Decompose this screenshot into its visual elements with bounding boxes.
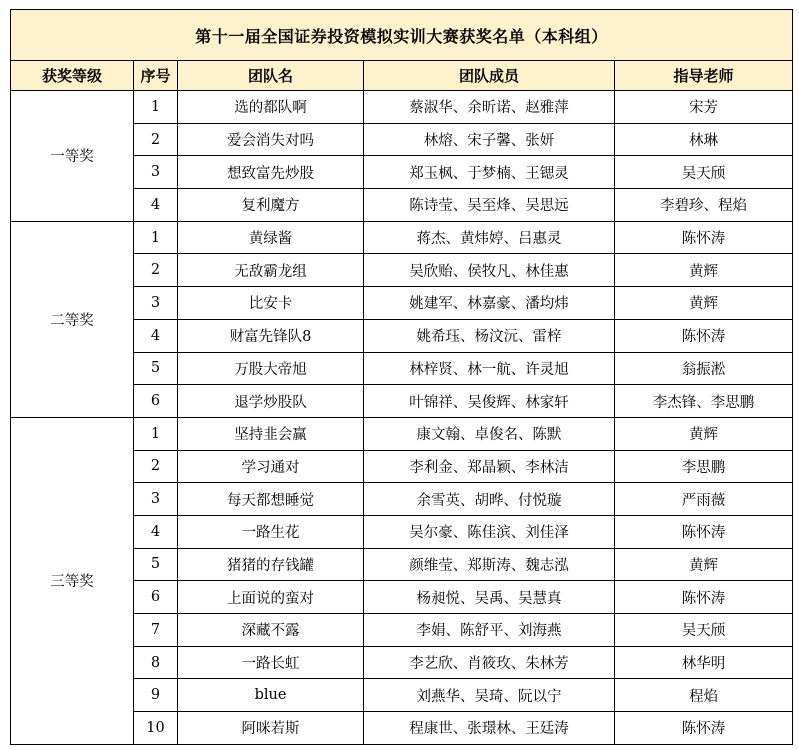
team-name-cell: 想致富先炒股: [178, 156, 364, 189]
team-name-cell: 退学炒股队: [178, 385, 364, 418]
seq-cell: 6: [134, 385, 178, 418]
seq-cell: 10: [134, 712, 178, 745]
team-members-cell: 颜维莹、郑斯涛、魏志泓: [364, 548, 615, 581]
team-members-cell: 杨昶悦、吴禹、吴慧真: [364, 581, 615, 614]
seq-cell: 7: [134, 614, 178, 647]
table-row: [11, 91, 793, 124]
award-level-cell: 二等奖: [11, 221, 134, 417]
seq-cell: 3: [134, 483, 178, 516]
team-name-cell: 无敌霸龙组: [178, 254, 364, 287]
header-row: [11, 61, 793, 91]
team-members-cell: 康文翰、卓俊名、陈默: [364, 417, 615, 450]
team-name-cell: 复利魔方: [178, 189, 364, 222]
table-title: 第十一届全国证券投资模拟实训大赛获奖名单（本科组）: [11, 10, 793, 61]
team-name-cell: blue: [178, 679, 364, 712]
seq-cell: 5: [134, 548, 178, 581]
team-name-cell: 一路长虹: [178, 646, 364, 679]
team-name-cell: 选的都队啊: [178, 91, 364, 124]
seq-cell: 2: [134, 123, 178, 156]
team-name-cell: 学习通对: [178, 450, 364, 483]
team-members-cell: 林梓贤、林一航、许灵旭: [364, 352, 615, 385]
team-name-cell: 深藏不露: [178, 614, 364, 647]
seq-cell: 4: [134, 515, 178, 548]
advisor-cell: 李碧珍、程焰: [615, 189, 793, 222]
advisor-cell: 黄辉: [615, 287, 793, 320]
seq-cell: 6: [134, 581, 178, 614]
advisor-cell: 林华明: [615, 646, 793, 679]
team-name-cell: 比安卡: [178, 287, 364, 320]
advisor-cell: 陈怀涛: [615, 515, 793, 548]
seq-cell: 4: [134, 189, 178, 222]
team-name-cell: 一路生花: [178, 515, 364, 548]
advisor-cell: 李思鹏: [615, 450, 793, 483]
advisor-cell: 陈怀涛: [615, 712, 793, 745]
advisor-cell: 吴天颀: [615, 156, 793, 189]
advisor-cell: 李杰锋、李思鹏: [615, 385, 793, 418]
header-team-name: 团队名: [178, 61, 364, 91]
team-members-cell: 姚希珏、杨汶沅、雷梓: [364, 319, 615, 352]
seq-cell: 5: [134, 352, 178, 385]
seq-cell: 1: [134, 417, 178, 450]
advisor-cell: 林琳: [615, 123, 793, 156]
team-name-cell: 每天都想睡觉: [178, 483, 364, 516]
header-team-members: 团队成员: [364, 61, 615, 91]
team-members-cell: 陈诗莹、吴至烽、吴思远: [364, 189, 615, 222]
team-members-cell: 李娟、陈舒平、刘海燕: [364, 614, 615, 647]
header-award-level: 获奖等级: [11, 61, 134, 91]
team-members-cell: 程康世、张璟林、王廷涛: [364, 712, 615, 745]
award-level-cell: 三等奖: [11, 417, 134, 744]
seq-cell: 1: [134, 221, 178, 254]
seq-cell: 2: [134, 450, 178, 483]
table-row: [11, 417, 793, 450]
team-members-cell: 刘燕华、吴琦、阮以宁: [364, 679, 615, 712]
seq-cell: 3: [134, 287, 178, 320]
team-name-cell: 坚持韭会赢: [178, 417, 364, 450]
award-level-cell: 一等奖: [11, 91, 134, 222]
team-members-cell: 李利金、郑晶颖、李林洁: [364, 450, 615, 483]
seq-cell: 3: [134, 156, 178, 189]
awards-table: [10, 9, 793, 745]
table-row: [11, 221, 793, 254]
team-members-cell: 郑玉枫、于梦楠、王锶灵: [364, 156, 615, 189]
advisor-cell: 程焰: [615, 679, 793, 712]
team-members-cell: 叶锦祥、吴俊辉、林家轩: [364, 385, 615, 418]
advisor-cell: 陈怀涛: [615, 319, 793, 352]
team-members-cell: 蒋杰、黄炜婷、吕惠灵: [364, 221, 615, 254]
team-name-cell: 猪猪的存钱罐: [178, 548, 364, 581]
advisor-cell: 黄辉: [615, 254, 793, 287]
team-name-cell: 上面说的蛮对: [178, 581, 364, 614]
advisor-cell: 宋芳: [615, 91, 793, 124]
title-row: [11, 10, 793, 61]
seq-cell: 4: [134, 319, 178, 352]
team-members-cell: 林熔、宋子馨、张妍: [364, 123, 615, 156]
seq-cell: 1: [134, 91, 178, 124]
header-seq: 序号: [134, 61, 178, 91]
team-members-cell: 余雪英、胡晔、付悦璇: [364, 483, 615, 516]
advisor-cell: 陈怀涛: [615, 221, 793, 254]
team-members-cell: 吴欣贻、侯牧凡、林佳惠: [364, 254, 615, 287]
seq-cell: 9: [134, 679, 178, 712]
advisor-cell: 翁振淞: [615, 352, 793, 385]
advisor-cell: 吴天颀: [615, 614, 793, 647]
team-name-cell: 财富先锋队8: [178, 319, 364, 352]
advisor-cell: 黄辉: [615, 548, 793, 581]
advisor-cell: 严雨薇: [615, 483, 793, 516]
header-advisor: 指导老师: [615, 61, 793, 91]
team-name-cell: 黄绿酱: [178, 221, 364, 254]
table-body: [11, 91, 793, 745]
seq-cell: 2: [134, 254, 178, 287]
team-members-cell: 姚建军、林嘉豪、潘均炜: [364, 287, 615, 320]
advisor-cell: 陈怀涛: [615, 581, 793, 614]
seq-cell: 8: [134, 646, 178, 679]
advisor-cell: 黄辉: [615, 417, 793, 450]
team-name-cell: 爱会消失对吗: [178, 123, 364, 156]
team-members-cell: 蔡淑华、余昕诺、赵雅萍: [364, 91, 615, 124]
team-name-cell: 阿咪若斯: [178, 712, 364, 745]
team-members-cell: 李艺欣、肖筱玫、朱林芳: [364, 646, 615, 679]
team-name-cell: 万股大帝旭: [178, 352, 364, 385]
team-members-cell: 吴尔豪、陈佳滨、刘佳泽: [364, 515, 615, 548]
